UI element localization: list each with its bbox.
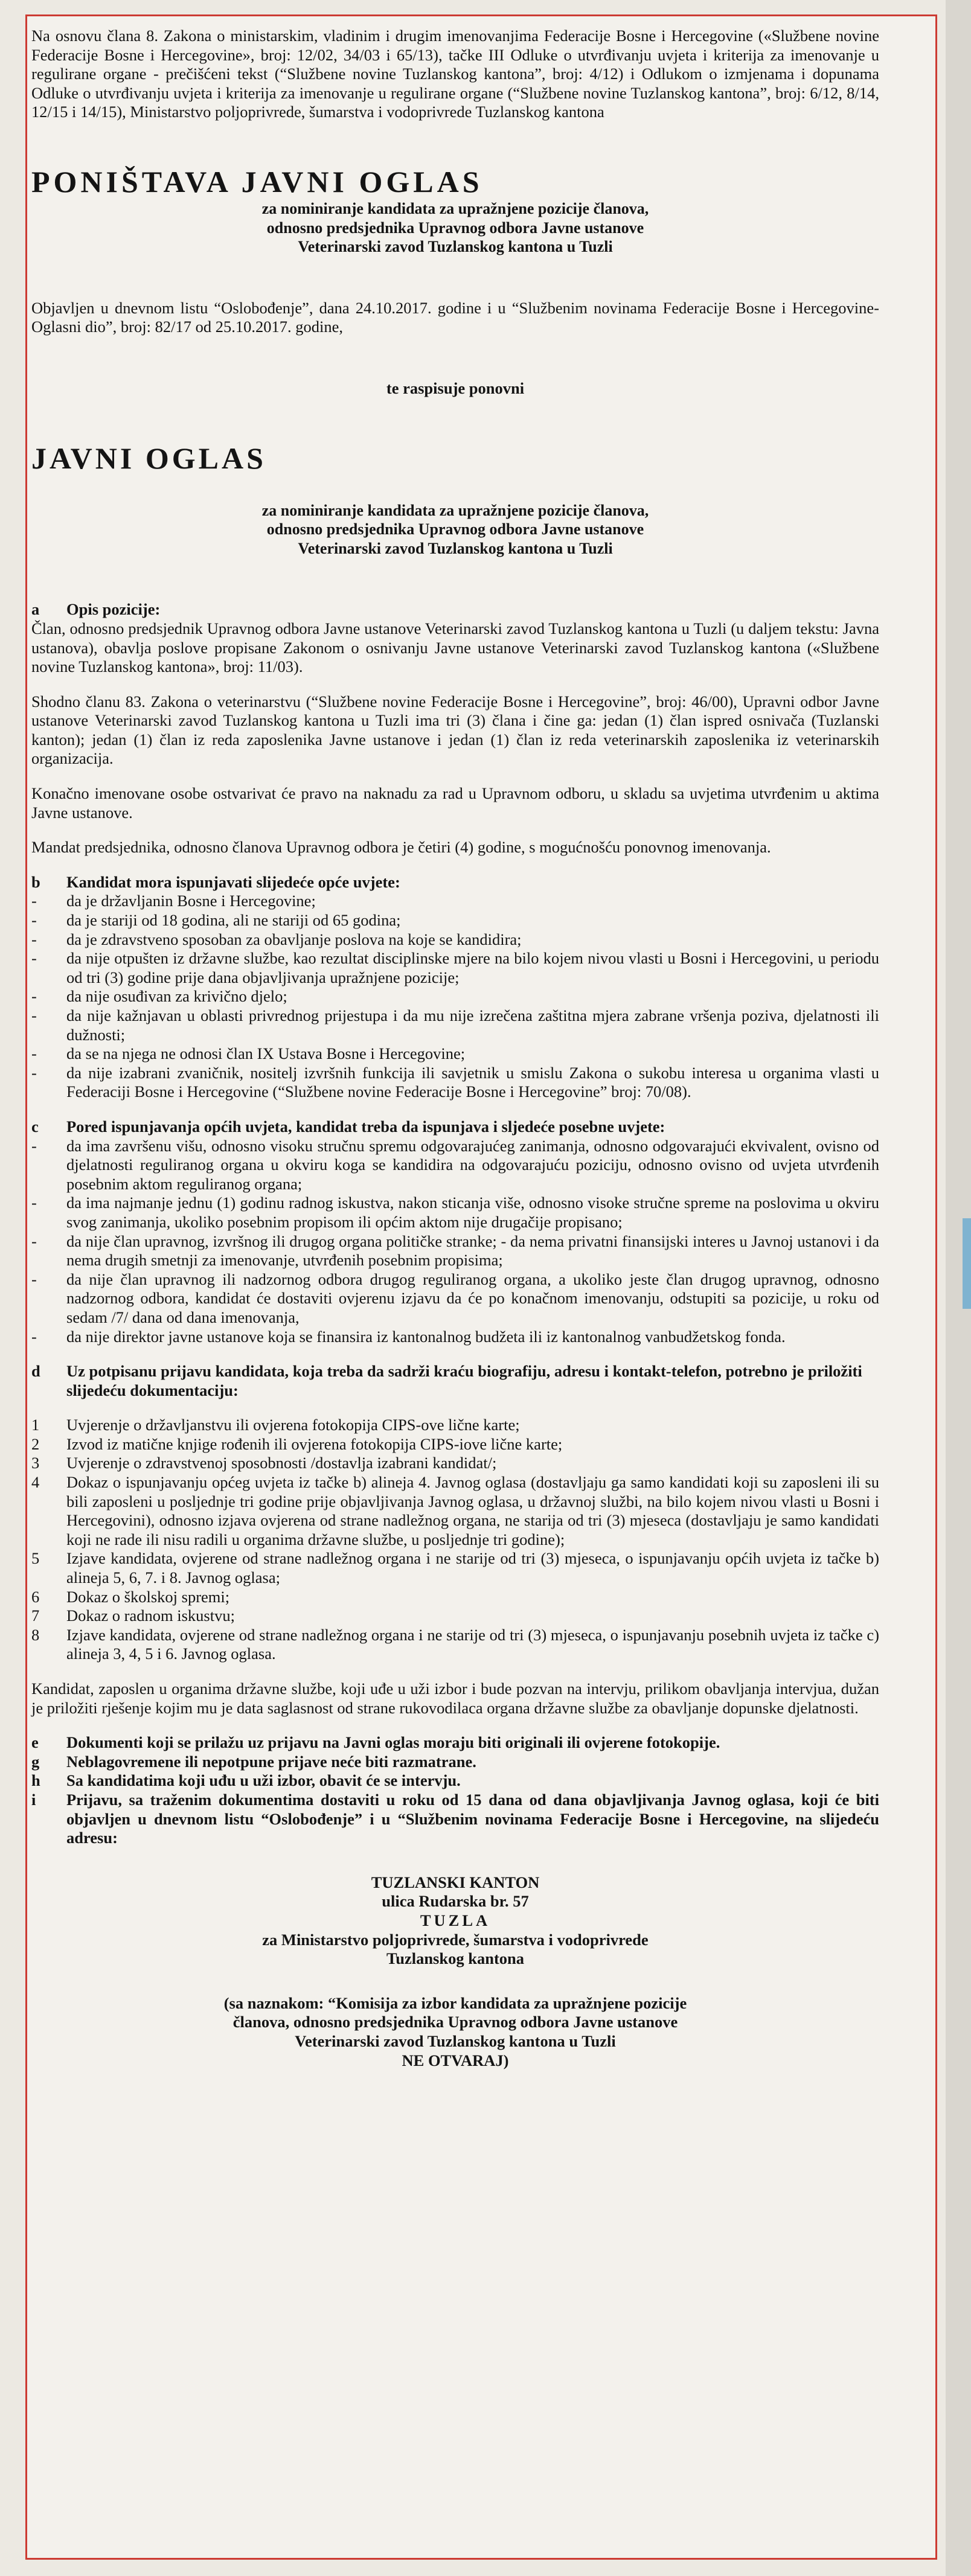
section-marker: b [31, 872, 40, 891]
document-item [31, 1626, 879, 1664]
call-subtitle-line: Veterinarski zavod Tuzlanskog kantona u Tuzli [298, 539, 613, 557]
item-text: da ima završenu višu, odnosno visoku stručnu spremu odgovarajućeg zanimanja, odnosno odgovarajući ekvivalent, ovisno od djelatnosti reguliranog organa u okviru koga se kandidira na odgovarajuću poziciju, odnosno ovisno od uvjeta utvrđenih posebnim aktom reguliranog organa; [66, 1136, 879, 1193]
item-text: Dokaz o radnom iskustvu; [66, 1606, 235, 1625]
item-text: da nije kažnjavan u oblasti privrednog prijestupa i da mu nije izrečena zaštitna mjera zabrane vršenja poziva, djelatnosti ili dužnosti; [66, 1006, 879, 1044]
annulment-title: PONIŠTAVA JAVNI OGLAS [31, 164, 483, 199]
call-subtitle [31, 501, 879, 558]
section-d-heading [31, 1362, 879, 1400]
section-a-heading [31, 600, 879, 619]
section-marker: c [31, 1117, 39, 1136]
item-text: Uvjerenje o državljanstvu ili ovjerena fotokopija CIPS-ove lične karte; [66, 1416, 520, 1434]
item-text: Izjave kandidata, ovjerene od strane nadležnog organa i ne starije od tri (3) mjeseca, o ispunjavanju posebnih uvjeta iz tačke c) alineja 3, 4, 5 i 6. Javnog oglasa. [66, 1625, 879, 1663]
general-condition-item [31, 1006, 879, 1044]
address-line: ulica Rudarska br. 57 [382, 1892, 529, 1911]
document-item [31, 1473, 879, 1549]
general-condition-item [31, 1064, 879, 1102]
item-text: da nije direktor javne ustanove koja se finansira iz kantonalnog budžeta ili iz kantonalnog vanbudžetskog fonda. [66, 1327, 786, 1346]
special-condition-item [31, 1328, 879, 1347]
document-item [31, 1454, 879, 1473]
submission-rules-list [31, 1733, 879, 1848]
item-marker: - [31, 1327, 37, 1346]
general-condition-item [31, 911, 879, 930]
item-text: Dokaz o školskoj spremi; [66, 1587, 230, 1606]
item-marker: 7 [31, 1606, 40, 1625]
item-marker: 2 [31, 1434, 40, 1453]
item-marker: - [31, 892, 37, 910]
envelope-note-line: članova, odnosno predsjednika Upravnog odbora Javne ustanove [232, 2013, 678, 2031]
section-a-paragraph: Član, odnosno predsjednik Upravnog odbora Javne ustanove Veterinarski zavod Tuzlanskog kantona u Tuzli (u daljem tekstu: Javna ustanova), obavlja poslove propisane Zakonom o osnivanju Javne ustanove Veterinarski zavod Tuzlanskog kantona («Službene novine Tuzlanskog kantona», broj: 11/03). [31, 619, 879, 676]
item-marker: 1 [31, 1416, 40, 1434]
item-text: da je državljanin Bosne i Hercegovine; [66, 892, 316, 910]
item-marker: - [31, 1232, 37, 1250]
repeat-line: te raspisuje ponovni [386, 379, 525, 397]
special-conditions-list [31, 1137, 879, 1347]
address-line: za Ministarstvo poljoprivrede, šumarstva i vodoprivrede [262, 1930, 649, 1949]
item-marker: 5 [31, 1549, 40, 1568]
envelope-note-line: NE OTVARAJ) [402, 2051, 509, 2069]
submission-rule-item [31, 1771, 879, 1791]
document-item [31, 1549, 879, 1587]
section-a-paragraph: Konačno imenovane osobe ostvarivat će pravo na naknadu za rad u Upravnom odboru, u skladu sa uvjetima utvrđenim u aktima Javne ustanove. [31, 784, 879, 822]
item-text: Prijavu, sa traženim dokumentima dostaviti u roku od 15 dana od dana objavljivanja Javnog oglasa, koji će biti objavljen u dnevnom listu “Oslobođenje” i u “Službenim novinama Federacije Bosne i Hercegovine, na slijedeću adresu: [66, 1790, 879, 1847]
item-marker: h [31, 1771, 40, 1790]
item-marker: e [31, 1733, 39, 1752]
section-a-paragraph: Shodno članu 83. Zakona o veterinarstvu (“Službene novine Federacije Bosne i Hercegovine”, broj: 46/00), Upravni odbor Javne ustanove Veterinarski zavod Tuzlanskog kantona u Tuzli ima tri (3) člana i čine ga: jedan (1) član ispred osnivača (Tuzlanski kanton); jedan (1) član iz reda zaposlenika Javne ustanove i jedan (1) član iz reda veterinarskih zaposlenika iz veterinarskih organizacija. [31, 692, 879, 768]
mailing-address [31, 1873, 879, 1969]
address-line: Tuzlanskog kantona [386, 1949, 525, 1968]
item-marker: i [31, 1790, 36, 1809]
item-marker: - [31, 1044, 37, 1063]
item-text: da je zdravstveno sposoban za obavljanje poslova na koje se kandidira; [66, 930, 522, 948]
envelope-note-line: Veterinarski zavod Tuzlanskog kantona u Tuzli [295, 2031, 616, 2050]
general-condition-item [31, 892, 879, 911]
item-text: Uvjerenje o zdravstvenoj sposobnosti /dostavlja izabrani kandidat/; [66, 1454, 497, 1472]
call-subtitle-line: odnosno predsjednika Upravnog odbora Javne ustanove [266, 520, 644, 539]
document-item [31, 1588, 879, 1607]
envelope-note-line: (sa naznakom: “Komisija za izbor kandidata za upražnjene pozicije [223, 1993, 687, 2012]
call-subtitle-line: za nominiranje kandidata za upražnjene pozicije članova, [261, 501, 649, 519]
submission-rule-item [31, 1733, 879, 1753]
item-marker: g [31, 1752, 40, 1771]
section-c-heading [31, 1117, 879, 1137]
general-condition-item [31, 1044, 879, 1064]
submission-rule-item [31, 1791, 879, 1848]
document-item [31, 1416, 879, 1435]
section-marker: a [31, 600, 40, 619]
annulment-subtitle-line: za nominiranje kandidata za upražnjene pozicije članova, [261, 199, 649, 217]
item-text: da nije otpušten iz državne službe, kao rezultat disciplinske mjere na bilo kojem nivou vlasti u Bosni i Hercegovini, u periodu od tri (3) godine prije dana objavljivanja upražnjene pozicije; [66, 949, 879, 986]
item-marker: - [31, 930, 37, 948]
section-a-paragraph: Mandat predsjednika, odnosno članova Upravnog odbora je četiri (4) godine, s mogućnošću ponovnog imenovanja. [31, 838, 771, 857]
annulment-subtitle [31, 199, 879, 257]
item-marker: - [31, 1270, 37, 1288]
section-title: Kandidat mora ispunjavati slijedeće opće uvjete: [66, 872, 400, 891]
item-text: da ima najmanje jednu (1) godinu radnog iskustva, nakon sticanja više, odnosno visoke stručne spreme na poslovima u okviru svog zanimanja, ukoliko posebnim propisom ili općim aktom nije drugačije propisano; [66, 1194, 879, 1231]
item-text: Dokaz o ispunjavanju općeg uvjeta iz tačke b) alineja 4. Javnog oglasa (dostavljaju ga samo kandidati koji su zaposleni ili su bili zaposleni u posljednje tri godine prije objavljivanja Javnog oglasa, u državnoj službi, na bilo kojem nivou vlasti u Bosni i Hercegovini), odnosno izjava ovjerena od strane nadležnog organa, ne starija od tri (3) mjeseca (dostavljaju je samo kandidati koji ne rade ili nisu radili u organima državne službe, u posljednje tri godine); [66, 1473, 879, 1548]
document-item [31, 1435, 879, 1454]
employed-note: Kandidat, zaposlen u organima državne službe, koji uđe u uži izbor i bude pozvan na intervju, prilikom obavljanja intervjua, dužan je priložiti rješenje kojim mu je data saglasnost od strane rukovodilaca organa državne službe za obavljanje dopunske djelatnosti. [31, 1680, 879, 1717]
call-title: JAVNI OGLAS [31, 441, 266, 475]
item-marker: 6 [31, 1587, 40, 1606]
item-marker: - [31, 1194, 37, 1212]
special-condition-item [31, 1270, 879, 1328]
item-text: da nije osuđivan za krivično djelo; [66, 987, 287, 1006]
item-marker: - [31, 1006, 37, 1024]
document-item [31, 1606, 879, 1626]
item-text: da nije član upravnog, izvršnog ili drugog organa političke stranke; - da nema privatni finansijski interes u Javnoj ustanovi i da nema drugih smetnji za imenovanje, utvrđenih posebnim propisima; [66, 1232, 879, 1270]
general-condition-item [31, 949, 879, 987]
general-conditions-list [31, 892, 879, 1102]
item-text: da je stariji od 18 godina, ali ne stariji od 65 godina; [66, 911, 401, 930]
section-title: Opis pozicije: [66, 600, 161, 619]
section-title: Pored ispunjavanja općih uvjeta, kandidat treba da ispunjava i sljedeće posebne uvjete: [66, 1117, 665, 1136]
item-marker: 3 [31, 1454, 40, 1472]
item-text: da nije član upravnog ili nadzornog odbora drugog reguliranog organa, a ukoliko jeste član drugog upravnog, odnosno nadzornog odbora, kandidat će dostaviti ovjerenu izjavu da će po konačnom imenovanju, odstupiti sa pozicije, u roku od sedam /7/ dana od dana imenovanja, [66, 1270, 879, 1326]
general-condition-item [31, 987, 879, 1006]
special-condition-item [31, 1137, 879, 1194]
envelope-note [31, 1994, 879, 2070]
item-marker: - [31, 987, 37, 1006]
item-text: Neblagovremene ili nepotpune prijave neće biti razmatrane. [66, 1752, 476, 1771]
item-marker: - [31, 911, 37, 930]
item-text: Izvod iz matične knjige rođenih ili ovjerena fotokopija CIPS-iove lične karte; [66, 1434, 563, 1453]
address-city: TUZLA [420, 1911, 491, 1929]
special-condition-item [31, 1232, 879, 1270]
special-condition-item [31, 1194, 879, 1232]
section-marker: d [31, 1362, 40, 1381]
item-text: Izjave kandidata, ovjerene od strane nadležnog organa i ne starije od tri (3) mjeseca, o ispunjavanju općih uvjeta iz tačke b) alineja 5, 6, 7. i 8. Javnog oglasa; [66, 1549, 879, 1587]
item-text: da nije izabrani zvaničnik, nositelj izvršnih funkcija ili savjetnik u smislu Zakona o sukobu interesa u organima vlasti u Federaciji Bosne i Hercegovine (“Službene novine Federacije Bosne i Hercegovine” broj: 70/08). [66, 1063, 879, 1101]
announcement-content [31, 27, 879, 2070]
section-title: Uz potpisanu prijavu kandidata, koja treba da sadrži kraću biografiju, adresu i kontakt-telefon, potrebno je priložiti slijedeću dokumentaciju: [66, 1362, 862, 1399]
submission-rule-item [31, 1753, 879, 1772]
publication-paragraph: Objavljen u dnevnom listu “Oslobođenje”, dana 24.10.2017. godine i u “Službenim novinama Federacije Bosne i Hercegovine-Oglasni dio”, broj: 82/17 od 25.10.2017. godine, [31, 298, 879, 336]
address-line: TUZLANSKI KANTON [371, 1873, 540, 1891]
item-marker: 8 [31, 1625, 40, 1644]
annulment-subtitle-line: Veterinarski zavod Tuzlanskog kantona u Tuzli [298, 238, 613, 256]
item-text: Sa kandidatima koji uđu u uži izbor, obavit će se intervju. [66, 1771, 461, 1790]
item-marker: - [31, 949, 37, 968]
annulment-subtitle-line: odnosno predsjednika Upravnog odbora Javne ustanove [266, 219, 644, 237]
item-marker: - [31, 1063, 37, 1082]
item-text: Dokumenti koji se prilažu uz prijavu na Javni oglas moraju biti originali ili ovjerene fotokopije. [66, 1733, 720, 1752]
documents-list [31, 1416, 879, 1664]
item-text: da se na njega ne odnosi član IX Ustava Bosne i Hercegovine; [66, 1044, 466, 1063]
item-marker: - [31, 1136, 37, 1155]
item-marker: 4 [31, 1473, 40, 1492]
general-condition-item [31, 930, 879, 950]
section-b-heading [31, 873, 879, 892]
adjacent-blue-marker [963, 1218, 971, 1309]
intro-paragraph: Na osnovu člana 8. Zakona o ministarskim, vladinim i drugim imenovanjima Federacije Bosne i Hercegovine («Službene novine Federacije Bosne i Hercegovine», broj: 12/02, 34/03 i 65/13), tačke III Odluke o utvrđivanju uvjeta i kriterija za imenovanje u regulirane organe - prečišćeni tekst (“Službene novine Tuzlanskog kantona”, broj: 4/12) i Odlukom o izmjenama i dopunama Odluke o utvrđivanju uvjeta i kriterija za imenovanje u regulirane organe (“Službene novine Tuzlanskog kantona”, broj: 6/12, 8/14, 12/15 i 14/15), Ministarstvo poljoprivrede, šumarstva i vodoprivrede Tuzlanskog kantona [31, 27, 879, 121]
